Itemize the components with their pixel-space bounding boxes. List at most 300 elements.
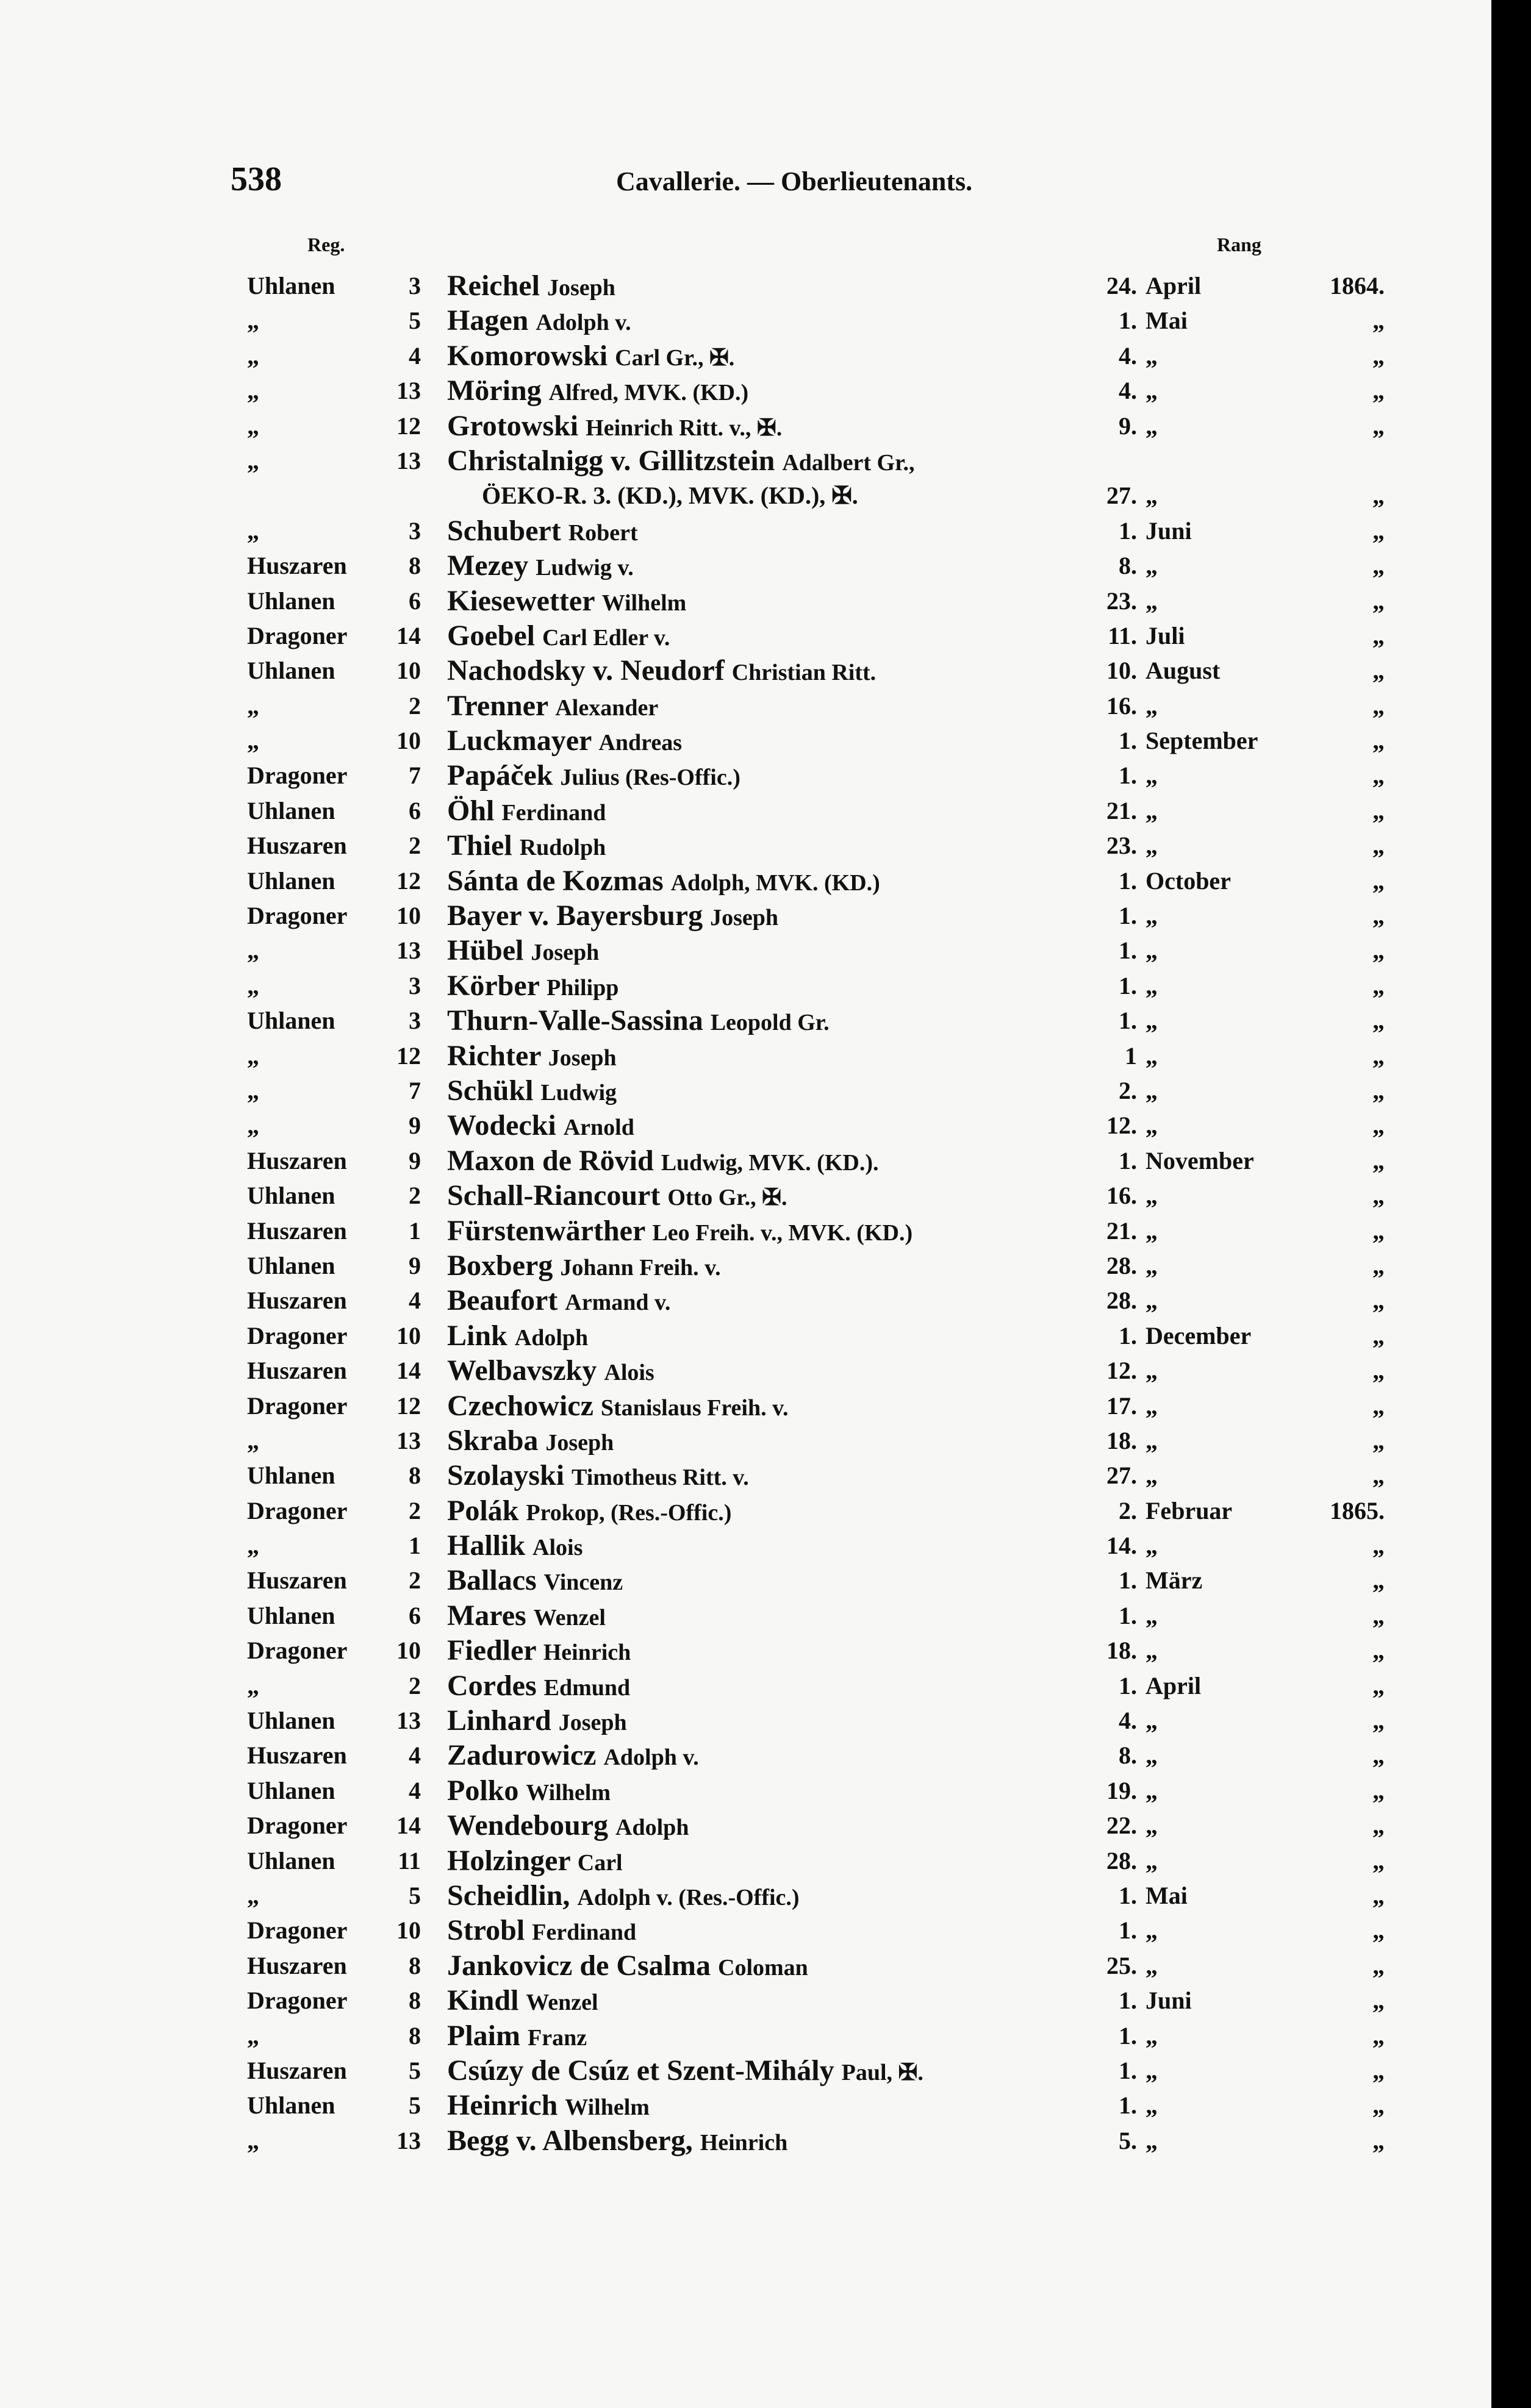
regiment-number: 4: [409, 1776, 421, 1804]
rank-year: „: [1372, 1917, 1385, 1945]
surname: Schükl: [447, 1074, 534, 1107]
regiment-type: Dragoner: [247, 1321, 348, 1349]
rank-month: „: [1146, 412, 1158, 440]
regiment-number: 10: [396, 727, 421, 755]
officer-name: [447, 1843, 623, 1881]
list-item: [0, 2053, 1491, 2088]
regiment-number: 8: [409, 1987, 421, 2015]
rank-year: „: [1372, 412, 1385, 440]
officer-name: [447, 898, 778, 935]
regiment-type: Dragoner: [247, 762, 348, 790]
regiment-number: 13: [396, 937, 421, 965]
rank-year: „: [1372, 866, 1385, 895]
surname: Heinrich: [447, 2089, 558, 2122]
rank-month: „: [1146, 1357, 1158, 1385]
rank-month: „: [1146, 691, 1158, 720]
rank-year: „: [1372, 1601, 1385, 1629]
regiment-type: Uhlanen: [247, 657, 335, 685]
officer-name: [447, 1353, 654, 1390]
list-item: [0, 1038, 1491, 1073]
regiment-number: 9: [409, 1146, 421, 1174]
running-head: Cavallerie. — Oberlieutenants.: [616, 166, 973, 196]
rank-year: „: [1372, 1987, 1385, 2015]
given-name: Ferdinand: [501, 799, 606, 826]
regiment-type: „: [247, 1671, 259, 1699]
given-name: Alois: [604, 1360, 654, 1386]
rank-day: 28.: [1106, 1287, 1137, 1315]
regiment-number: 9: [409, 1112, 421, 1140]
regiment-number: 13: [396, 1426, 421, 1454]
rank-day: 1.: [1119, 866, 1137, 895]
list-item: [0, 338, 1491, 373]
list-item: [0, 1213, 1491, 1248]
list-item: [0, 1143, 1491, 1178]
officer-name: [447, 933, 599, 970]
regiment-type: „: [247, 691, 259, 720]
given-name: Edmund: [543, 1674, 631, 1701]
rank-day: 1.: [1119, 727, 1137, 755]
rank-day: 9.: [1119, 412, 1137, 440]
list-item: [0, 1633, 1491, 1668]
surname: Kiesewetter: [447, 584, 595, 617]
rank-month: „: [1146, 1707, 1158, 1735]
officer-name: [447, 723, 682, 760]
rank-month: „: [1146, 1251, 1158, 1279]
rank-month: April: [1146, 272, 1202, 299]
list-item: [0, 1248, 1491, 1283]
regiment-type: „: [247, 307, 259, 335]
rank-month: „: [1146, 1426, 1158, 1454]
surname: Zadurowicz: [447, 1739, 597, 1772]
rank-day: 10.: [1106, 657, 1137, 685]
regiment-type: Huszaren: [247, 832, 347, 860]
regiment-number: 4: [409, 1742, 421, 1770]
given-name: Philipp: [547, 974, 619, 1001]
regiment-number: 6: [409, 796, 421, 824]
given-name: Adolph: [514, 1324, 589, 1351]
rank-day: 1.: [1119, 1987, 1137, 2015]
officer-name: [482, 478, 858, 513]
rank-day: 1.: [1119, 516, 1137, 545]
list-item: [0, 863, 1491, 898]
officer-name: [447, 373, 748, 410]
officer-name: [447, 443, 914, 481]
given-name: Wilhelm: [601, 590, 687, 616]
rank-year: „: [1372, 552, 1385, 580]
regiment-number: 14: [396, 1812, 421, 1840]
officer-name: [447, 1423, 614, 1460]
regiment-type: „: [247, 516, 259, 545]
given-name: Adolph v.: [603, 1745, 699, 1771]
surname: Kindl: [447, 1984, 519, 2017]
surname: Holzinger: [447, 1844, 570, 1877]
rank-day: 1.: [1119, 971, 1137, 999]
regiment-number: 14: [396, 1357, 421, 1385]
regiment-number: 11: [398, 1846, 421, 1874]
rank-year: „: [1372, 482, 1385, 510]
regiment-type: Uhlanen: [247, 1776, 335, 1804]
regiment-number: 5: [409, 1881, 421, 1909]
officer-name: [447, 1913, 636, 1950]
given-name: Leo Freih. v., MVK. (KD.): [652, 1220, 913, 1246]
rank-day: 1.: [1119, 1007, 1137, 1035]
surname: Hübel: [447, 934, 524, 967]
surname: Fiedler: [447, 1634, 536, 1667]
regiment-number: 8: [409, 1462, 421, 1490]
rank-day: 11.: [1108, 621, 1137, 649]
rank-day: 28.: [1106, 1846, 1137, 1874]
regiment-type: Huszaren: [247, 1146, 347, 1174]
surname: Mezey: [447, 549, 529, 582]
surname: Trenner: [447, 689, 548, 722]
regiment-number: 7: [409, 1076, 421, 1104]
regiment-number: 10: [396, 1637, 421, 1665]
officer-name: [447, 1143, 879, 1181]
list-item: [0, 303, 1491, 338]
rank-month: „: [1146, 937, 1158, 965]
rank-day: 18.: [1106, 1426, 1137, 1454]
regiment-number: 4: [409, 1287, 421, 1315]
rank-year: „: [1372, 1182, 1385, 1210]
given-name: Adolph v.: [536, 310, 631, 336]
regiment-type: „: [247, 971, 259, 999]
regiment-number: 13: [396, 2126, 421, 2154]
list-item: [0, 1773, 1491, 1808]
regiment-type: „: [247, 1532, 259, 1560]
rank-month: Mai: [1146, 307, 1188, 335]
regiment-type: Uhlanen: [247, 2092, 335, 2120]
regiment-type: „: [247, 1112, 259, 1140]
rank-day: 4.: [1119, 1707, 1137, 1735]
given-name: Ferdinand: [532, 1920, 637, 1946]
surname: Beaufort: [447, 1284, 558, 1317]
surname: Wodecki: [447, 1109, 556, 1142]
regiment-type: Uhlanen: [247, 1707, 335, 1735]
regiment-number: 8: [409, 1951, 421, 1979]
rank-year: „: [1372, 937, 1385, 965]
rank-month: September: [1146, 727, 1258, 755]
regiment-type: Uhlanen: [247, 1601, 335, 1629]
rank-day: 19.: [1106, 1776, 1137, 1804]
regiment-type: Huszaren: [247, 1742, 347, 1770]
surname: Körber: [447, 969, 540, 1002]
surname: Komorowski: [447, 339, 608, 372]
officer-name: [447, 618, 670, 656]
regiment-type: Uhlanen: [247, 866, 335, 895]
list-item: [0, 968, 1491, 1003]
regiment-type: Uhlanen: [247, 1007, 335, 1035]
given-name: Julius (Res-Offic.): [560, 765, 740, 791]
officer-name: [447, 1073, 617, 1110]
rank-month: „: [1146, 832, 1158, 860]
given-name: Stanislaus Freih. v.: [600, 1395, 789, 1421]
regiment-type: „: [247, 937, 259, 965]
surname: Richter: [447, 1039, 541, 1072]
list-item: [0, 1003, 1491, 1038]
surname: Polák: [447, 1494, 519, 1527]
rank-year: „: [1372, 1846, 1385, 1874]
surname: Möring: [447, 374, 542, 407]
column-label-reg: Reg.: [307, 234, 345, 255]
list-item: [0, 1703, 1491, 1738]
surname: Szolayski: [447, 1459, 565, 1492]
rank-year: „: [1372, 1112, 1385, 1140]
rank-year: „: [1372, 1532, 1385, 1560]
list-item: [0, 1353, 1491, 1388]
regiment-type: Dragoner: [247, 1987, 348, 2015]
regiment-type: Uhlanen: [247, 1182, 335, 1210]
officer-name: [447, 828, 606, 865]
rank-year: „: [1372, 1007, 1385, 1035]
list-item: [0, 1528, 1491, 1563]
regiment-number: 3: [409, 971, 421, 999]
rank-year: „: [1372, 2056, 1385, 2084]
given-name: Joseph: [531, 940, 600, 966]
rank-day: 16.: [1106, 691, 1137, 720]
rank-day: 12.: [1106, 1357, 1137, 1385]
list-item: [0, 1843, 1491, 1878]
regiment-number: 4: [409, 341, 421, 370]
regiment-number: 3: [409, 516, 421, 545]
regiment-number: 8: [409, 552, 421, 580]
rank-day: 21.: [1106, 1217, 1137, 1245]
list-item: [0, 443, 1491, 478]
rank-month: November: [1146, 1146, 1254, 1174]
list-item: [0, 1178, 1491, 1213]
given-name: Joseph: [558, 1710, 627, 1736]
regiment-type: Uhlanen: [247, 272, 335, 299]
rank-day: 1.: [1119, 307, 1137, 335]
list-item: [0, 2018, 1491, 2053]
regiment-type: „: [247, 2021, 259, 2049]
rank-year: „: [1372, 1076, 1385, 1104]
given-name: Heinrich Ritt. v., ✠.: [586, 415, 783, 441]
rank-year: „: [1372, 1881, 1385, 1909]
officer-name: [447, 1493, 731, 1531]
officer-name: [447, 2123, 787, 2160]
given-name: Adolph, MVK. (KD.): [670, 870, 880, 896]
list-item: [0, 268, 1491, 303]
officer-name: [447, 1283, 670, 1320]
regiment-number: 5: [409, 2056, 421, 2084]
rank-month: „: [1146, 1041, 1158, 1070]
rank-year: „: [1372, 1742, 1385, 1770]
regiment-type: „: [247, 1041, 259, 1070]
rank-day: 2.: [1119, 1076, 1137, 1104]
rank-year: „: [1372, 587, 1385, 615]
given-name: Armand v.: [565, 1290, 671, 1316]
surname: Wendebourg: [447, 1809, 609, 1842]
rank-year: „: [1372, 1357, 1385, 1385]
rank-day: 1.: [1119, 1321, 1137, 1349]
regiment-number: 1: [409, 1217, 421, 1245]
rank-year: „: [1372, 1671, 1385, 1699]
rank-year: „: [1372, 1426, 1385, 1454]
regiment-number: 2: [409, 1496, 421, 1524]
officer-name: [447, 584, 686, 621]
rank-day: 24.: [1106, 272, 1137, 299]
regiment-number: 2: [409, 1567, 421, 1595]
regiment-number: 10: [396, 902, 421, 930]
given-name: Paul, ✠.: [841, 2059, 923, 2085]
rank-month: „: [1146, 1287, 1158, 1315]
rank-day: 1.: [1119, 902, 1137, 930]
regiment-type: Dragoner: [247, 1637, 348, 1665]
list-item: [0, 828, 1491, 863]
given-name: Alfred, MVK. (KD.): [548, 380, 749, 406]
rank-day: 25.: [1106, 1951, 1137, 1979]
officer-name: [447, 1773, 611, 1810]
surname: Linhard: [447, 1704, 551, 1737]
surname: Mares: [447, 1599, 526, 1632]
surname: Welbavszky: [447, 1354, 597, 1387]
list-item: [0, 1318, 1491, 1353]
list-item: [0, 1878, 1491, 1913]
list-item: [0, 1668, 1491, 1703]
list-item: [0, 1738, 1491, 1773]
officer-name: [447, 968, 618, 1006]
rank-year: „: [1372, 971, 1385, 999]
page-number: 538: [231, 160, 282, 198]
officer-name: [447, 303, 631, 340]
list-item: [0, 409, 1491, 443]
rank-year: „: [1372, 1146, 1385, 1174]
regiment-number: 10: [396, 1917, 421, 1945]
given-name: Robert: [568, 520, 638, 546]
given-name: Carl: [577, 1849, 623, 1876]
given-name: Joseph: [547, 275, 615, 301]
officer-name: [447, 863, 880, 901]
rank-year: „: [1372, 657, 1385, 685]
regiment-type: Dragoner: [247, 1917, 348, 1945]
given-name: Wenzel: [526, 1990, 598, 2016]
rank-month: Mai: [1146, 1881, 1188, 1909]
rank-month: „: [1146, 2126, 1158, 2154]
officer-name: [447, 1983, 598, 2020]
regiment-type: Dragoner: [247, 1812, 348, 1840]
rank-month: August: [1146, 657, 1221, 685]
rank-month: „: [1146, 902, 1158, 930]
given-name: Coloman: [718, 1954, 808, 1981]
regiment-type: Uhlanen: [247, 1251, 335, 1279]
list-item: [0, 1563, 1491, 1598]
rank-month: Juni: [1146, 1987, 1192, 2015]
rank-day: 2.: [1119, 1496, 1137, 1524]
regiment-type: Dragoner: [247, 1392, 348, 1420]
given-name: Christian Ritt.: [731, 660, 877, 686]
rank-year: „: [1372, 516, 1385, 545]
regiment-type: Huszaren: [247, 552, 347, 580]
regiment-number: 2: [409, 1182, 421, 1210]
rank-month: „: [1146, 1462, 1158, 1490]
regiment-number: 3: [409, 1007, 421, 1035]
rank-month: Februar: [1146, 1496, 1233, 1524]
list-item: [0, 898, 1491, 933]
rank-month: „: [1146, 587, 1158, 615]
regiment-type: „: [247, 727, 259, 755]
rank-year: „: [1372, 307, 1385, 335]
given-name: Franz: [527, 2024, 587, 2051]
given-name: Andreas: [598, 730, 682, 756]
rank-month: „: [1146, 1532, 1158, 1560]
rank-month: „: [1146, 796, 1158, 824]
officer-name: [447, 1178, 787, 1215]
rank-year: 1865.: [1330, 1496, 1385, 1524]
rank-day: 22.: [1106, 1812, 1137, 1840]
rank-month: „: [1146, 1637, 1158, 1665]
rank-day: 1.: [1119, 1881, 1137, 1909]
rank-month: „: [1146, 1392, 1158, 1420]
list-item: [0, 758, 1491, 793]
list-item: [0, 478, 1491, 513]
list-item: [0, 373, 1491, 408]
list-item: [0, 513, 1491, 548]
rank-year: „: [1372, 1951, 1385, 1979]
rank-day: 21.: [1106, 796, 1137, 824]
given-name: Arnold: [563, 1115, 634, 1141]
officer-name: [447, 1213, 913, 1251]
rank-year: „: [1372, 1287, 1385, 1315]
surname: Sánta de Kozmas: [447, 864, 664, 897]
regiment-type: Uhlanen: [247, 1462, 335, 1490]
surname: Polko: [447, 1774, 519, 1807]
rank-month: „: [1146, 1182, 1158, 1210]
list-item: [0, 723, 1491, 758]
given-name: Timotheus Ritt. v.: [572, 1465, 749, 1491]
regiment-number: 1: [409, 1532, 421, 1560]
rank-month: „: [1146, 1917, 1158, 1945]
regiment-type: Huszaren: [247, 1357, 347, 1385]
officer-name: [447, 1458, 749, 1495]
rank-month: „: [1146, 552, 1158, 580]
regiment-type: Dragoner: [247, 902, 348, 930]
officer-name: [447, 1703, 627, 1740]
surname: Goebel: [447, 619, 535, 652]
rank-day: 1.: [1119, 1917, 1137, 1945]
rank-month: Juli: [1146, 621, 1185, 649]
list-item: [0, 653, 1491, 688]
list-item: [0, 548, 1491, 583]
given-name: Leopold Gr.: [710, 1010, 830, 1036]
given-name: Joseph: [545, 1429, 614, 1456]
surname: Bayer v. Bayersburg: [447, 899, 703, 932]
given-name: Adolph: [615, 1815, 689, 1841]
officer-name: [447, 1528, 583, 1565]
rank-month: „: [1146, 971, 1158, 999]
given-name: Prokop, (Res.-Offic.): [526, 1499, 732, 1526]
rank-day: 1.: [1119, 1671, 1137, 1699]
rank-month: „: [1146, 2056, 1158, 2084]
given-name: Otto Gr., ✠.: [667, 1185, 787, 1211]
officer-name: [447, 758, 740, 795]
regiment-number: 3: [409, 272, 421, 299]
list-item: [0, 793, 1491, 828]
rank-year: „: [1372, 1217, 1385, 1245]
list-item: [0, 618, 1491, 653]
regiment-number: 2: [409, 832, 421, 860]
officer-name: [447, 548, 634, 585]
rank-year: „: [1372, 621, 1385, 649]
rank-month: „: [1146, 762, 1158, 790]
regiment-number: 8: [409, 2021, 421, 2049]
surname: Hagen: [447, 304, 529, 337]
officer-name: [447, 1038, 617, 1076]
surname: Grotowski: [447, 409, 579, 442]
given-name: Carl Gr., ✠.: [615, 345, 735, 371]
rank-year: „: [1372, 1462, 1385, 1490]
regiment-number: 5: [409, 307, 421, 335]
rank-year: „: [1372, 2092, 1385, 2120]
